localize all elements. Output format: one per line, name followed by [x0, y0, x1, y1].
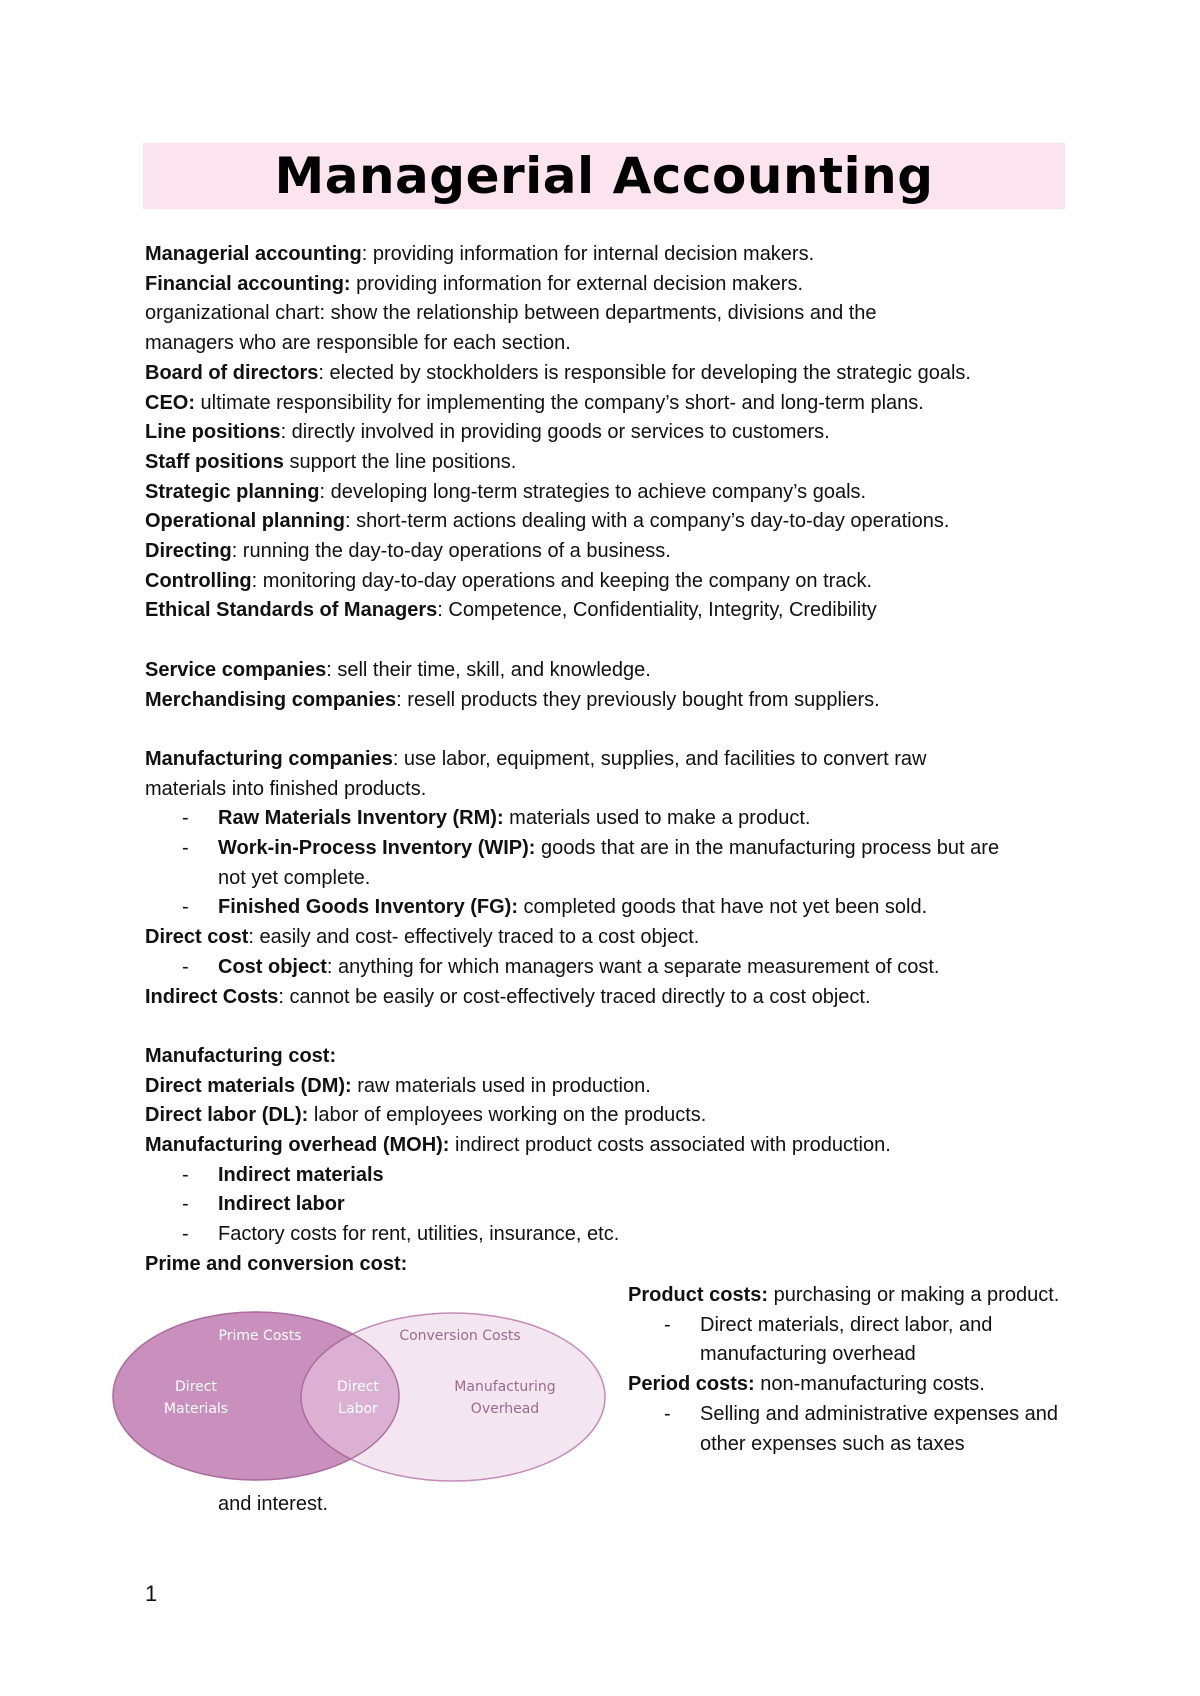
definition-line: [145, 389, 1075, 419]
bullet-item: [628, 1400, 1068, 1459]
definition: organizational chart: show the relationship between departments, divisions and the: [145, 302, 877, 325]
definition-line: [145, 418, 1075, 448]
dash: -: [182, 1193, 189, 1216]
definition: materials used to make a product.: [503, 807, 811, 830]
direct-materials-label-line2: Materials: [163, 1401, 229, 1417]
title-band: [143, 143, 1065, 209]
definition: : Competence, Confidentiality, Integrity, Credibility: [437, 599, 877, 622]
term: Staff positions: [145, 450, 284, 473]
definition: support the line positions.: [283, 450, 517, 473]
bullet-item: [145, 1161, 1075, 1191]
definition-line: [145, 686, 1075, 716]
definition: managers who are responsible for each section.: [145, 332, 571, 355]
definition: : monitoring day-to-day operations and keeping the company on track.: [251, 569, 873, 592]
manufacturing-overhead-label-line1: Manufacturing: [454, 1379, 556, 1395]
definition: purchasing or making a product.: [768, 1284, 1060, 1306]
term: Controlling: [145, 569, 252, 592]
definition-line: [145, 923, 1075, 953]
dash: -: [664, 1313, 671, 1336]
blank-line: [145, 626, 1075, 656]
term: Finished Goods Inventory (FG):: [218, 896, 518, 919]
definition-line: [145, 596, 1075, 626]
definition: ultimate responsibility for implementing the company’s short- and long-term plans.: [195, 391, 924, 414]
term: Direct cost: [145, 926, 249, 949]
bullet-item: [145, 1190, 1075, 1220]
definition: Selling and administrative expenses and other expenses such as taxes: [700, 1402, 1058, 1455]
definition-line: [145, 567, 1075, 597]
definition-line: [145, 448, 1075, 478]
term: Indirect labor: [218, 1193, 345, 1216]
definition-line: [145, 240, 1075, 270]
bullet-item: [145, 953, 1075, 983]
dash: -: [182, 896, 189, 919]
term: Line positions: [145, 421, 281, 444]
term: Cost object: [218, 955, 327, 978]
definition-line: [145, 1131, 1075, 1161]
term: Indirect Costs: [145, 985, 279, 1008]
definition-line: [145, 983, 1075, 1013]
section-heading: Manufacturing cost:: [145, 1044, 337, 1067]
term: Manufacturing companies: [145, 747, 393, 770]
definition: goods that are in the manufacturing process but are not yet complete.: [218, 837, 1000, 889]
term: Strategic planning: [145, 480, 320, 503]
dash: -: [182, 1223, 189, 1246]
definition-line: [145, 359, 1075, 389]
bullet-item: [145, 804, 1075, 834]
definition-line: [145, 1072, 1075, 1102]
definition: providing information for external decision makers.: [350, 272, 804, 295]
definition: Factory costs for rent, utilities, insurance, etc.: [218, 1223, 620, 1246]
definition-line: [145, 299, 1075, 329]
term: Financial accounting:: [145, 272, 351, 295]
dash: -: [182, 955, 189, 978]
dash: -: [182, 807, 189, 830]
definition: : elected by stockholders is responsible for developing the strategic goals.: [318, 361, 971, 384]
term: Merchandising companies: [145, 688, 397, 711]
term: Managerial accounting: [145, 243, 362, 265]
definition: : cannot be easily or cost-effectively traced directly to a cost object.: [278, 985, 871, 1008]
definition: : directly involved in providing goods or services to customers.: [280, 421, 830, 444]
definition-line: [145, 478, 1075, 508]
page-title: Managerial Accounting: [274, 147, 934, 205]
term: Manufacturing overhead (MOH):: [145, 1134, 450, 1157]
definition: Direct materials, direct labor, and manufacturing overhead: [700, 1313, 993, 1366]
term: Work-in-Process Inventory (WIP):: [218, 837, 536, 860]
bullet-item: [145, 893, 1075, 923]
definition-line: [145, 507, 1075, 537]
definition: : providing information for internal decision makers.: [361, 243, 815, 265]
continuation-text: and interest.: [218, 1493, 329, 1515]
body-text: [145, 240, 1075, 1280]
bullet-item: [145, 1220, 1075, 1250]
term: CEO:: [145, 391, 195, 414]
term: Ethical Standards of Managers: [145, 599, 438, 622]
term: Service companies: [145, 658, 327, 681]
term: Period costs:: [628, 1373, 755, 1396]
term: Product costs:: [628, 1284, 769, 1306]
definition: indirect product costs associated with production.: [449, 1134, 891, 1157]
term: Operational planning: [145, 510, 346, 533]
direct-labor-label-line2: Labor: [338, 1401, 378, 1417]
definition: : easily and cost- effectively traced to a cost object.: [248, 926, 700, 949]
definition: labor of employees working on the products.: [308, 1104, 707, 1127]
dash: -: [182, 1163, 189, 1186]
dash: -: [182, 837, 189, 860]
definition-line: [145, 537, 1075, 567]
term: Indirect materials: [218, 1163, 384, 1186]
definition: raw materials used in production.: [351, 1074, 651, 1097]
term: Raw Materials Inventory (RM):: [218, 807, 504, 830]
section-heading: Prime and conversion cost:: [145, 1252, 408, 1275]
period-costs: [628, 1370, 1068, 1400]
term: Direct materials (DM):: [145, 1074, 352, 1097]
term: Directing: [145, 540, 232, 563]
product-costs: [628, 1281, 1068, 1311]
blank-line: [145, 715, 1075, 745]
term: Board of directors: [145, 361, 319, 384]
direct-labor-label-line1: Direct: [337, 1379, 379, 1395]
definition: : sell their time, skill, and knowledge.: [326, 658, 651, 681]
definition-line: [145, 775, 1075, 805]
prime-costs-label: Prime Costs: [218, 1328, 302, 1344]
definition: : anything for which managers want a separate measurement of cost.: [326, 955, 940, 978]
direct-materials-label-line1: Direct: [175, 1379, 217, 1395]
definition: : short-term actions dealing with a company’s day-to-day operations.: [345, 510, 950, 533]
dash: -: [664, 1402, 671, 1425]
cost-types-column: [628, 1281, 1068, 1459]
definition-line: [145, 270, 1075, 300]
venn-diagram: [108, 1298, 608, 1488]
manufacturing-overhead-label-line2: Overhead: [470, 1401, 540, 1417]
definition-line: [145, 1101, 1075, 1131]
definition: : resell products they previously bought from suppliers.: [396, 688, 880, 711]
page-number: 1: [145, 1581, 158, 1606]
definition: materials into finished products.: [145, 777, 427, 800]
definition-line: [145, 656, 1075, 686]
definition: : running the day-to-day operations of a business.: [231, 540, 671, 563]
definition: non-manufacturing costs.: [754, 1373, 985, 1396]
definition: : developing long-term strategies to achieve company’s goals.: [319, 480, 867, 503]
definition: completed goods that have not yet been sold.: [518, 896, 928, 919]
definition-line: [145, 329, 1075, 359]
blank-line: [145, 1012, 1075, 1042]
definition-line: [145, 745, 1075, 775]
term: Direct labor (DL):: [145, 1104, 309, 1127]
definition: : use labor, equipment, supplies, and facilities to convert raw: [392, 747, 927, 770]
conversion-costs-label: Conversion Costs: [399, 1328, 521, 1344]
bullet-item: [628, 1311, 1068, 1370]
bullet-item: [145, 834, 1075, 893]
